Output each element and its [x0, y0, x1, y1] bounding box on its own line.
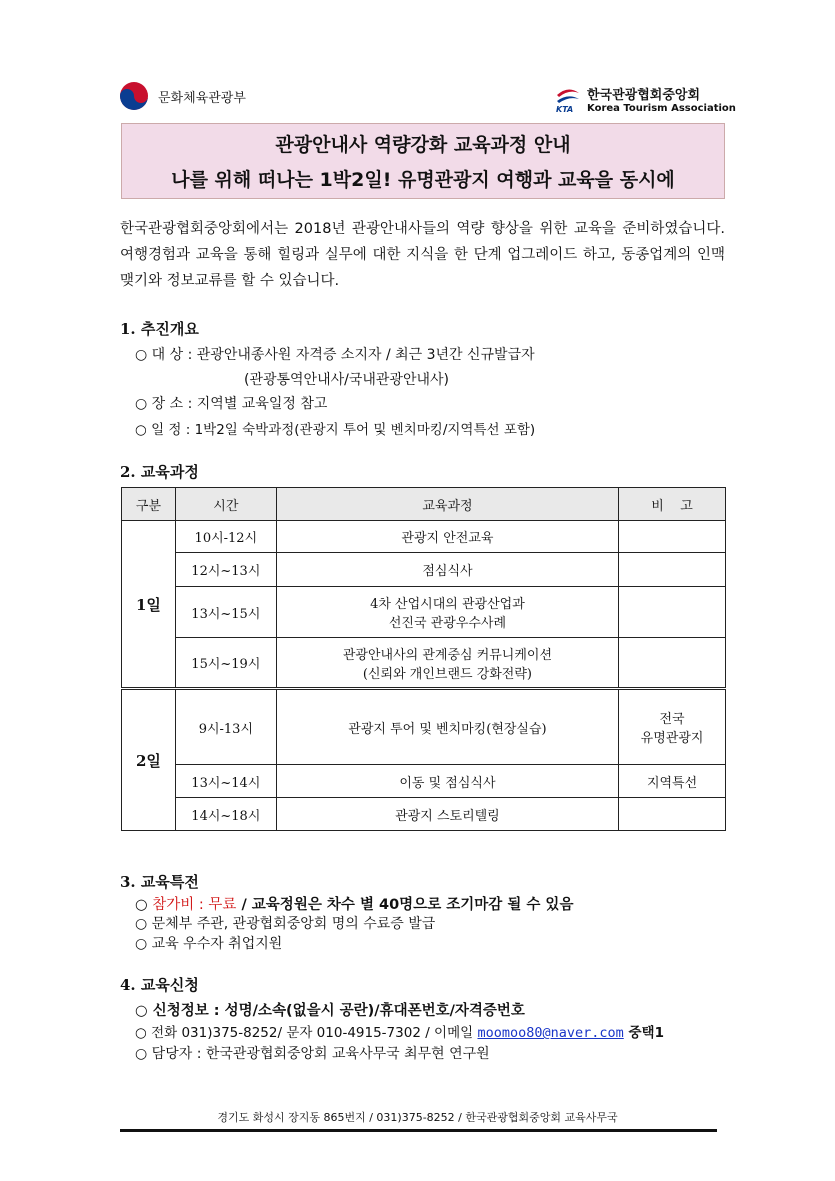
- note-cell: 지역특선: [619, 765, 726, 798]
- page-title: 관광안내사 역량강화 교육과정 안내: [275, 134, 571, 156]
- course-cell: 관광지 안전교육: [276, 521, 618, 553]
- schedule-table: [121, 487, 726, 831]
- page-subtitle: 나를 위해 떠나는 1박2일! 유명관광지 여행과 교육을 동시에: [171, 169, 675, 191]
- time-cell: 12시~13시: [175, 553, 276, 587]
- intro-paragraph: 한국관광협회중앙회에서는 2018년 관광안내사들의 역량 향상을 위한 교육을 준비하였습니다. 여행경험과 교육을 통해 힐링과 실무에 대한 지식을 한 단계 업그레이드 하고, 동종업계의 인맥맺기와 정보교류를 할 수 있습니다.: [120, 221, 725, 289]
- table-row: [122, 798, 726, 831]
- table-row: [122, 587, 726, 638]
- email-link[interactable]: moomoo80@naver.com: [477, 1025, 624, 1041]
- manager-line: ○ 담당자 : 한국관광협회중앙회 교육사무국 최무현 연구원: [135, 1046, 490, 1062]
- section-4-heading: 4. 교육신청: [120, 976, 199, 994]
- kta-mark: KTA: [556, 105, 574, 113]
- kta-swoosh-icon: [555, 85, 581, 113]
- note-cell: [619, 587, 726, 638]
- table-row: [122, 689, 726, 765]
- course-line-1: 관광안내사의 관계중심 커뮤니케이션: [342, 647, 553, 663]
- place-line: ○ 장 소 : 지역별 교육일정 참고: [135, 396, 328, 412]
- header-cell-course: 교육과정: [276, 488, 618, 521]
- taegeuk-icon: [118, 80, 150, 112]
- schedule-line: ○ 일 정 : 1박2일 숙박과정(관광지 투어 및 벤치마킹/지역특선 포함): [135, 422, 536, 438]
- course-cell: 점심식사: [276, 553, 618, 587]
- course-cell: [276, 587, 618, 638]
- time-cell: 13시~15시: [175, 587, 276, 638]
- kta-name: 한국관광협회중앙회: [587, 88, 701, 103]
- day-1-cell: 1일: [122, 521, 176, 689]
- table-header-row: [122, 488, 726, 521]
- ministry-logo: [118, 80, 246, 112]
- employment-line: ○ 교육 우수자 취업지원: [135, 936, 283, 952]
- day-2-cell: 2일: [122, 689, 176, 831]
- certificate-line: ○ 문체부 주관, 관광협회중앙회 명의 수료증 발급: [135, 916, 436, 932]
- course-cell: [276, 638, 618, 689]
- footer-divider: [120, 1129, 717, 1132]
- note-cell: [619, 689, 726, 765]
- course-cell: 관광지 투어 및 벤치마킹(현장실습): [276, 689, 618, 765]
- capacity-text: / 교육정원은 차수 별 40명으로 조기마감 될 수 있음: [236, 897, 574, 913]
- table-row: [122, 553, 726, 587]
- section-3-heading: 3. 교육특전: [120, 873, 199, 891]
- time-cell: 9시-13시: [175, 689, 276, 765]
- kta-logo: [555, 84, 736, 114]
- note-cell: [619, 521, 726, 553]
- target-line-2: (관광통역안내사/국내관광안내사): [244, 372, 449, 388]
- table-row: [122, 521, 726, 553]
- header-cell-time: 시간: [175, 488, 276, 521]
- bullet: ○: [135, 897, 153, 913]
- fee-free-text: 참가비 : 무료: [152, 897, 237, 913]
- title-box: [121, 123, 725, 199]
- time-cell: 14시~18시: [175, 798, 276, 831]
- contact-text: ○ 전화 031)375-8252/ 문자 010-4915-7302 / 이메일: [135, 1025, 478, 1041]
- contact-line: [135, 1021, 664, 1041]
- header-cell-division: 구분: [122, 488, 176, 521]
- choose-one-text: 중택1: [623, 1025, 664, 1041]
- course-line-2: (신뢰와 개인브랜드 강화전략): [362, 666, 532, 682]
- fee-line: [135, 893, 573, 914]
- ministry-name: 문화체육관광부: [158, 90, 246, 106]
- application-info-line: ○ 신청정보 : 성명/소속(없을시 공란)/휴대폰번호/자격증번호: [135, 1003, 525, 1019]
- note-line-1: 전국: [659, 712, 685, 727]
- time-cell: 13시~14시: [175, 765, 276, 798]
- kta-english: Korea Tourism Association: [587, 103, 736, 114]
- course-cell: 관광지 스토리텔링: [276, 798, 618, 831]
- note-cell: [619, 553, 726, 587]
- section-1-heading: 1. 추진개요: [120, 320, 199, 338]
- footer-address: 경기도 화성시 장지동 865번지 / 031)375-8252 / 한국관광협회중앙회 교육사무국: [217, 1111, 618, 1124]
- table-row: [122, 765, 726, 798]
- header-cell-note: 비 고: [619, 488, 726, 521]
- target-line: ○ 대 상 : 관광안내종사원 자격증 소지자 / 최근 3년간 신규발급자: [135, 347, 535, 363]
- note-cell: [619, 798, 726, 831]
- note-cell: [619, 638, 726, 689]
- course-line-1: 4차 산업시대의 관광산업과: [370, 597, 525, 612]
- time-cell: 15시~19시: [175, 638, 276, 689]
- note-line-2: 유명관광지: [640, 731, 704, 746]
- course-cell: 이동 및 점심식사: [276, 765, 618, 798]
- time-cell: 10시-12시: [175, 521, 276, 553]
- section-2-heading: 2. 교육과정: [120, 463, 199, 481]
- course-line-2: 선진국 관광우수사례: [388, 616, 507, 631]
- table-row: [122, 638, 726, 689]
